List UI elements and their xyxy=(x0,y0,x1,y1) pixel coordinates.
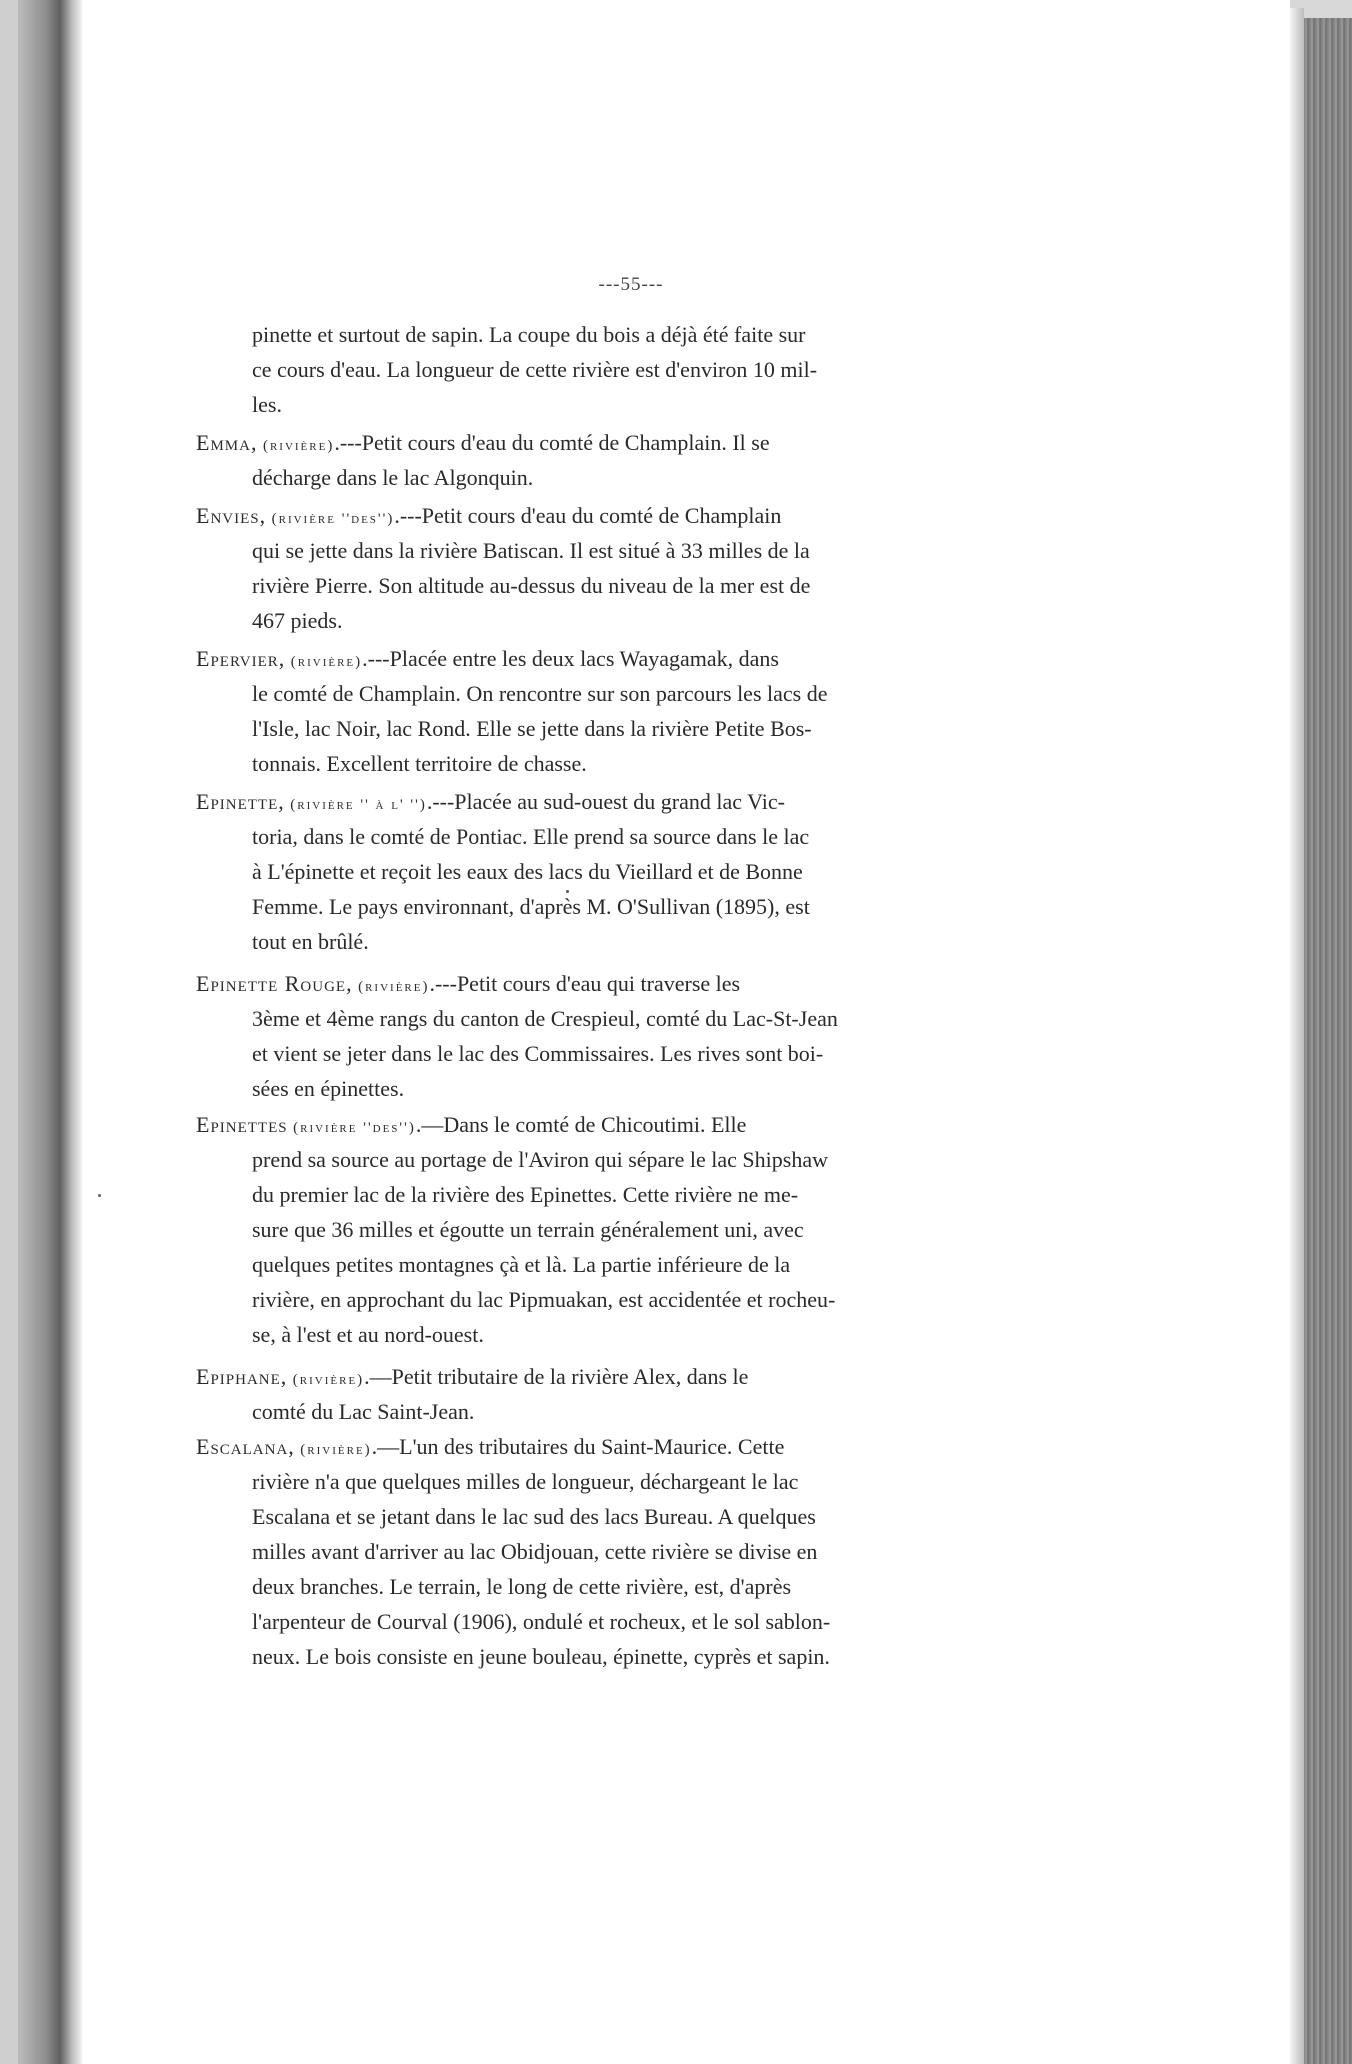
entry-headword: Envies, xyxy=(196,503,267,528)
entry-tag: (rivière ''des'') xyxy=(271,511,395,527)
text-line: rivière, en approchant du lac Pipmuakan, est accidentée et rocheu- xyxy=(252,1287,836,1312)
text-line: se, à l'est et au nord-ouest. xyxy=(252,1322,484,1347)
entry-first-line xyxy=(196,1432,784,1465)
entry-headword: Escalana, xyxy=(196,1434,295,1459)
text-line: sées en épinettes. xyxy=(252,1076,405,1101)
text-line: toria, dans le comté de Pontiac. Elle prend sa source dans le lac xyxy=(252,824,810,849)
text-line: qui se jette dans la rivière Batiscan. Il est situé à 33 milles de la xyxy=(252,538,810,563)
book-gutter-edge xyxy=(0,0,18,2064)
entry-headword: Emma, xyxy=(196,430,258,455)
text-line: à L'épinette et reçoit les eaux des lacs du Vieillard et de Bonne xyxy=(252,859,803,884)
text-line: l'arpenteur de Courval (1906), ondulé et rocheux, et le sol sablon- xyxy=(252,1609,831,1634)
entry-first-line xyxy=(196,969,740,1002)
text-line: comté du Lac Saint-Jean. xyxy=(252,1399,475,1424)
page-edge-shade xyxy=(1290,8,1304,2064)
entry-text: .---Petit cours d'eau qui traverse les xyxy=(429,971,741,996)
text-line: 467 pieds. xyxy=(252,608,343,633)
entry-tag: (rivière) xyxy=(262,438,335,454)
text-line: rivière n'a que quelques milles de longueur, déchargeant le lac xyxy=(252,1469,799,1494)
entry-headword: Epinette, xyxy=(196,789,285,814)
page-edge-right xyxy=(1290,0,1352,2064)
text-line: du premier lac de la rivière des Epinettes. Cette rivière ne me- xyxy=(252,1182,799,1207)
text-line: 3ème et 4ème rangs du canton de Crespieul, comté du Lac-St-Jean xyxy=(252,1006,838,1031)
text-line: tout en brûlé. xyxy=(252,929,369,954)
entry-tag: (rivière) xyxy=(292,1372,365,1388)
entry-text: .—L'un des tributaires du Saint-Maurice. Cette xyxy=(371,1434,785,1459)
text-line: Femme. Le pays environnant, d'après M. O'Sullivan (1895), est xyxy=(252,894,810,919)
text-line: sure que 36 milles et égoutte un terrain généralement uni, avec xyxy=(252,1217,804,1242)
entry-first-line xyxy=(196,644,779,677)
text-line: deux branches. Le terrain, le long de cette rivière, est, d'après xyxy=(252,1574,792,1599)
text-line: et vient se jeter dans le lac des Commissaires. Les rives sont boi- xyxy=(252,1041,824,1066)
entry-first-line xyxy=(196,428,770,461)
text-line: l'Isle, lac Noir, lac Rond. Elle se jette dans la rivière Petite Bos- xyxy=(252,716,812,741)
text-line: Escalana et se jetant dans le lac sud des lacs Bureau. A quelques xyxy=(252,1504,816,1529)
page-stack xyxy=(1304,18,1352,2064)
entry-headword: Epervier, xyxy=(196,646,286,671)
speck-mark xyxy=(98,1194,101,1197)
entry-text: .---Placée entre les deux lacs Wayagamak, dans xyxy=(362,646,779,671)
entry-text: .—Dans le comté de Chicoutimi. Elle xyxy=(415,1112,747,1137)
entry-text: .---Petit cours d'eau du comté de Champlain. Il se xyxy=(334,430,770,455)
speck-mark xyxy=(566,890,569,893)
entry-first-line xyxy=(196,501,781,534)
entry-tag: (rivière) xyxy=(358,979,430,995)
entry-text: .---Petit cours d'eau du comté de Champlain xyxy=(394,503,782,528)
entry-tag: (rivière) xyxy=(300,1442,372,1458)
text-line: tonnais. Excellent territoire de chasse. xyxy=(252,751,587,776)
text-line: milles avant d'arriver au lac Obidjouan, cette rivière se divise en xyxy=(252,1539,818,1564)
text-line: prend sa source au portage de l'Aviron qui sépare le lac Shipshaw xyxy=(252,1147,828,1172)
entry-text: .---Placée au sud-ouest du grand lac Vic- xyxy=(426,789,785,814)
text-line: les. xyxy=(252,392,282,417)
text-line: neux. Le bois consiste en jeune bouleau, épinette, cyprès et sapin. xyxy=(252,1644,830,1669)
entry-first-line xyxy=(196,1110,746,1143)
entry-tag: (rivière) xyxy=(290,654,363,670)
entry-tag: (rivière '' à l' '') xyxy=(290,797,427,813)
text-line: quelques petites montagnes çà et là. La partie inférieure de la xyxy=(252,1252,791,1277)
text-line: le comté de Champlain. On rencontre sur son parcours les lacs de xyxy=(252,681,828,706)
entry-headword: Epinettes xyxy=(196,1112,288,1137)
entry-tag: (rivière ''des'') xyxy=(293,1120,416,1136)
entry-headword: Epiphane, xyxy=(196,1364,288,1389)
page-number: ---55--- xyxy=(598,274,664,295)
entry-first-line xyxy=(196,1362,748,1395)
entry-first-line xyxy=(196,787,785,820)
text-line: ce cours d'eau. La longueur de cette rivière est d'environ 10 mil- xyxy=(252,357,818,382)
text-line: pinette et surtout de sapin. La coupe du bois a déjà été faite sur xyxy=(252,322,806,347)
entry-text: .—Petit tributaire de la rivière Alex, dans le xyxy=(364,1364,749,1389)
entry-headword: Epinette Rouge, xyxy=(196,971,353,996)
text-line: décharge dans le lac Algonquin. xyxy=(252,465,534,490)
text-line: rivière Pierre. Son altitude au-dessus du niveau de la mer est de xyxy=(252,573,811,598)
